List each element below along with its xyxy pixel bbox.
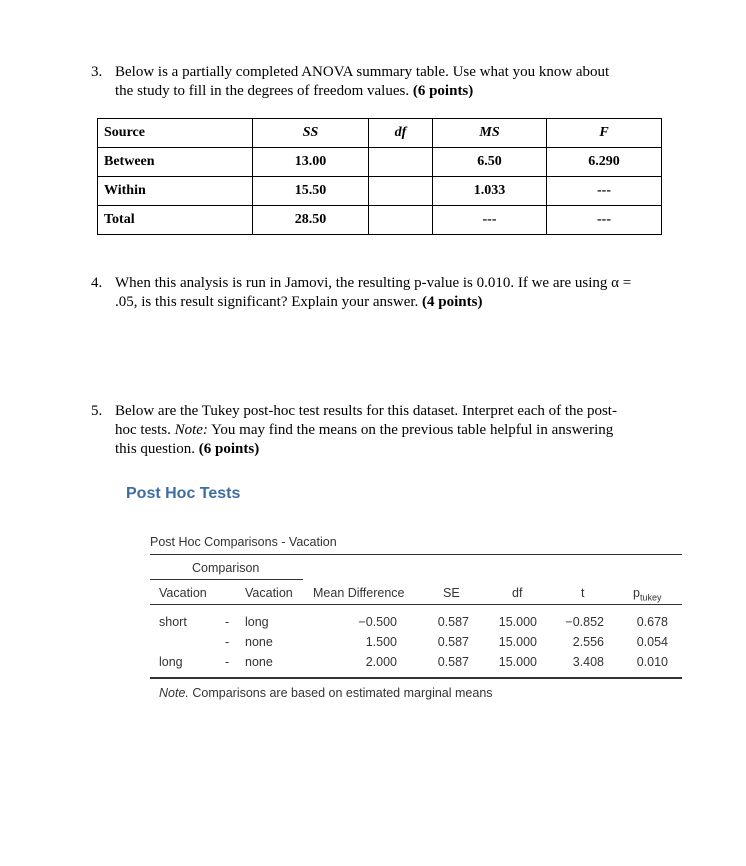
row-3-vacation-2: none	[245, 655, 273, 669]
question-4-points: (4 points)	[422, 294, 483, 310]
col-df: df	[512, 586, 523, 600]
question-3-points: (6 points)	[412, 83, 474, 99]
question-4-line-1: When this analysis is run in Jamovi, the resulting p-value is 0.010. If we are using α =	[115, 275, 632, 291]
comparison-group-label: Comparison	[192, 561, 260, 575]
header-f: F	[547, 119, 662, 148]
row-1-p: 0.678	[636, 615, 668, 629]
col-vacation-1: Vacation	[159, 586, 207, 600]
anova-header-row	[98, 119, 662, 148]
ss-cell: 13.00	[253, 148, 369, 177]
question-5-line-2: hoc tests. Note: You may find the means on the previous table helpful in answering	[115, 422, 614, 438]
question-4-number: 4.	[91, 275, 103, 291]
header-bottom-rule	[150, 604, 682, 605]
row-1-se: 0.587	[437, 615, 469, 629]
col-se: SE	[443, 586, 460, 600]
f-cell: 6.290	[547, 148, 662, 177]
header-ms: MS	[433, 119, 547, 148]
row-2-vacation-2: none	[245, 635, 273, 649]
row-1-dash: -	[225, 615, 230, 629]
row-1-df: 15.000	[498, 615, 537, 629]
question-4-line-2: .05, is this result significant? Explain your answer. (4 points)	[115, 294, 483, 310]
df-cell[interactable]	[369, 177, 433, 206]
ms-cell: ---	[433, 206, 547, 235]
posthoc-table-title: Post Hoc Comparisons - Vacation	[150, 535, 337, 549]
row-1-t: −0.852	[565, 615, 604, 629]
f-cell: ---	[547, 177, 662, 206]
row-3-mean-difference: 2.000	[365, 655, 397, 669]
header-source: Source	[98, 119, 253, 148]
question-5-number: 5.	[91, 403, 103, 419]
row-3-t: 3.408	[572, 655, 604, 669]
table-top-rule	[150, 554, 682, 555]
anova-row-within	[98, 177, 662, 206]
anova-row-between	[98, 148, 662, 177]
question-5-line-3: this question. (6 points)	[115, 441, 260, 457]
ss-cell: 28.50	[253, 206, 369, 235]
source-cell: Between	[98, 148, 253, 177]
ss-cell: 15.50	[253, 177, 369, 206]
row-3-dash: -	[225, 655, 230, 669]
df-cell[interactable]	[369, 148, 433, 177]
row-2-df: 15.000	[498, 635, 537, 649]
row-3-vacation-1: long	[159, 655, 183, 669]
anova-summary-table	[97, 118, 662, 235]
row-2-dash: -	[225, 635, 230, 649]
question-5-line-1: Below are the Tukey post-hoc test results for this dataset. Interpret each of the post-	[115, 403, 617, 419]
source-cell: Total	[98, 206, 253, 235]
row-1-mean-difference: −0.500	[358, 615, 397, 629]
row-2-se: 0.587	[437, 635, 469, 649]
ms-cell: 1.033	[433, 177, 547, 206]
question-5-points: (6 points)	[198, 441, 260, 457]
source-cell: Within	[98, 177, 253, 206]
question-3-number: 3.	[91, 64, 103, 80]
row-2-p: 0.054	[636, 635, 668, 649]
question-3-line-1: Below is a partially completed ANOVA summary table. Use what you know about	[115, 64, 610, 80]
row-3-df: 15.000	[498, 655, 537, 669]
row-2-t: 2.556	[572, 635, 604, 649]
row-3-p: 0.010	[636, 655, 668, 669]
comparison-underline	[150, 579, 303, 580]
col-vacation-2: Vacation	[245, 586, 293, 600]
ms-cell: 6.50	[433, 148, 547, 177]
question-3-line-2: the study to fill in the degrees of freedom values. (6 points)	[115, 83, 474, 99]
posthoc-note: Note. Comparisons are based on estimated marginal means	[159, 686, 493, 700]
col-t: t	[581, 586, 585, 600]
col-p-tukey: $p_{tukey}$	[633, 586, 662, 603]
header-df: df	[369, 119, 433, 148]
col-mean-difference: Mean Difference	[313, 586, 405, 600]
row-1-vacation-1: short	[159, 615, 187, 629]
note-label: Note:	[174, 422, 208, 438]
anova-row-total	[98, 206, 662, 235]
table-bottom-rule	[150, 677, 682, 679]
row-3-se: 0.587	[437, 655, 469, 669]
posthoc-heading: Post Hoc Tests	[126, 485, 241, 502]
df-cell[interactable]	[369, 206, 433, 235]
row-2-mean-difference: 1.500	[365, 635, 397, 649]
header-ss: SS	[253, 119, 369, 148]
row-1-vacation-2: long	[245, 615, 269, 629]
f-cell: ---	[547, 206, 662, 235]
